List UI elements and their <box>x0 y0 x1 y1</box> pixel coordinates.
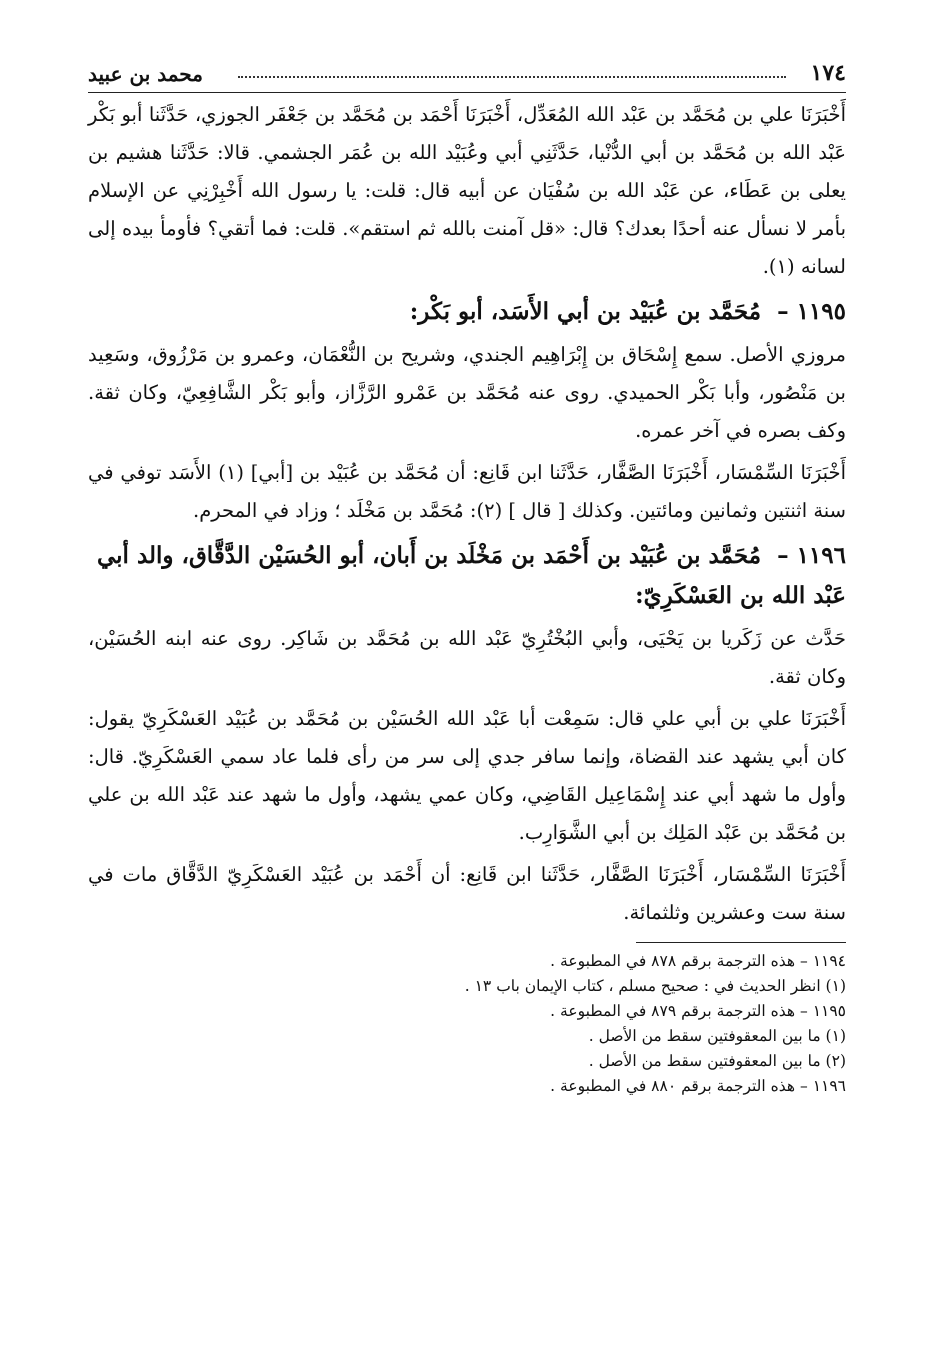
running-title: محمد بن عبيد <box>88 62 203 86</box>
entry-title-1195: مُحَمَّد بن عُبَيْد بن أبي الأَسَد، أبو بَكْر: <box>409 298 762 325</box>
footnote: ١١٩٦ – هذه الترجمة برقم ٨٨٠ في المطبوعة . <box>550 1077 846 1095</box>
book-page <box>88 48 846 1338</box>
entry-number-1196: ١١٩٦ – <box>777 542 846 569</box>
page-body <box>88 96 846 1099</box>
paragraph-hadith-1194: أَخْبَرَنَا علي بن مُحَمَّد بن عَبْد الله المُعَدِّل، أَخْبَرَنَا أَحْمَد بن مُحَمَّد بن جَعْفَر الجوزي، حَدَّثَنا أبو بَكْر عَبْد الله بن مُحَمَّد بن أبي الدُّنْيا، حَدَّثَنِي أبي وعُبَيْد الله بن عُمَر الجشمي. قالا: حَدَّثَنا هشيم بن يعلى بن عَطَاء، عن عَبْد الله بن سُفْيَان عن أبيه قال: قلت: يا رسول الله أَخْبِرْنِي عن الإسلام بأمر لا نسأل عنه أحدًا بعدك؟ قال: «قل آمنت بالله ثم استقم». قلت: فما أتقي؟ فأومأ بيده إلى لسانه (١). <box>88 103 846 278</box>
paragraph-bio-1196: حَدَّث عن زَكَريا بن يَحْيَى، وأبي البُخْتُرِيّ عَبْد الله بن مُحَمَّد بن شَاكِر. روى عنه ابنه الحُسَيْن، وكان ثقة. <box>88 627 846 688</box>
footnote: ١١٩٤ – هذه الترجمة برقم ٨٧٨ في المطبوعة . <box>550 952 846 970</box>
entry-heading-1195 <box>88 292 846 332</box>
footnote: (١) ما بين المعقوفتين سقط من الأصل . <box>588 1027 846 1045</box>
paragraph-bio-1195: مروزي الأصل. سمع إِسْحَاق بن إِبْرَاهِيم الجندي، وشريح بن النُّعْمَان، وعمرو بن مَرْزُوق، وسَعِيد بن مَنْصُور، وأبا بَكْر الحميدي. روى عنه مُحَمَّد بن عَمْرو الرَّزَّاز، وأبو بَكْر الشَّافِعِيّ، وكان ثقة. وكف بصره في آخر عمره. <box>88 343 846 442</box>
header-dotted-leader <box>238 76 786 78</box>
footnote: (٢) ما بين المعقوفتين سقط من الأصل . <box>588 1052 846 1070</box>
entry-heading-1196 <box>88 536 846 616</box>
footnote: (١) انظر الحديث في : صحيح مسلم ، كتاب الإيمان باب ١٣ . <box>464 977 846 995</box>
paragraph-report-1196: أَخْبَرَنَا علي بن أبي علي قال: سَمِعْت أبا عَبْد الله الحُسَيْن بن مُحَمَّد بن عُبَيْد العَسْكَرِيّ يقول: كان أبي يشهد عند القضاة، وإنما سافر جدي إلى سر من رأى فلما عاد سمي العَسْكَرِيّ. قال: وأول ما شهد أبي عند إِسْمَاعِيل القَاضِي، وكان عمي يشهد، وأول ما شهد عند عَبْد الله بن علي بن مُحَمَّد بن عَبْد المَلِك بن أبي الشَّوَارِب. <box>88 707 846 844</box>
page-number: ١٧٤ <box>810 60 846 86</box>
footnote-separator <box>636 942 846 943</box>
footnotes <box>88 949 846 1099</box>
entry-number-1195: ١١٩٥ – <box>777 298 846 325</box>
page-header <box>88 58 846 93</box>
entry-title-1196: مُحَمَّد بن عُبَيْد بن أَحْمَد بن مَخْلَد بن أَبان، أبو الحُسَيْن الدَّقَّاق، والد أبي عَبْد الله بن العَسْكَرِيّ: <box>96 542 846 609</box>
paragraph-death-1196: أَخْبَرَنَا السِّمْسَار، أَخْبَرَنَا الصَّفَّار، حَدَّثَنا ابن قَانِع: أن أَحْمَد بن عُبَيْد العَسْكَرِيّ الدَّقَّاق مات في سنة ست وعشرين وثلثمائة. <box>88 863 846 924</box>
paragraph-death-1195: أَخْبَرَنَا السِّمْسَار، أَخْبَرَنَا الصَّفَّار، حَدَّثَنا ابن قَانِع: أن مُحَمَّد بن عُبَيْد بن [أبي] (١) الأَسَد توفي في سنة اثنتين وثمانين ومائتين. وكذلك [ قال ] (٢): مُحَمَّد بن مَخْلَد ؛ وزاد في المحرم. <box>88 461 846 522</box>
footnote: ١١٩٥ – هذه الترجمة برقم ٨٧٩ في المطبوعة . <box>550 1002 846 1020</box>
